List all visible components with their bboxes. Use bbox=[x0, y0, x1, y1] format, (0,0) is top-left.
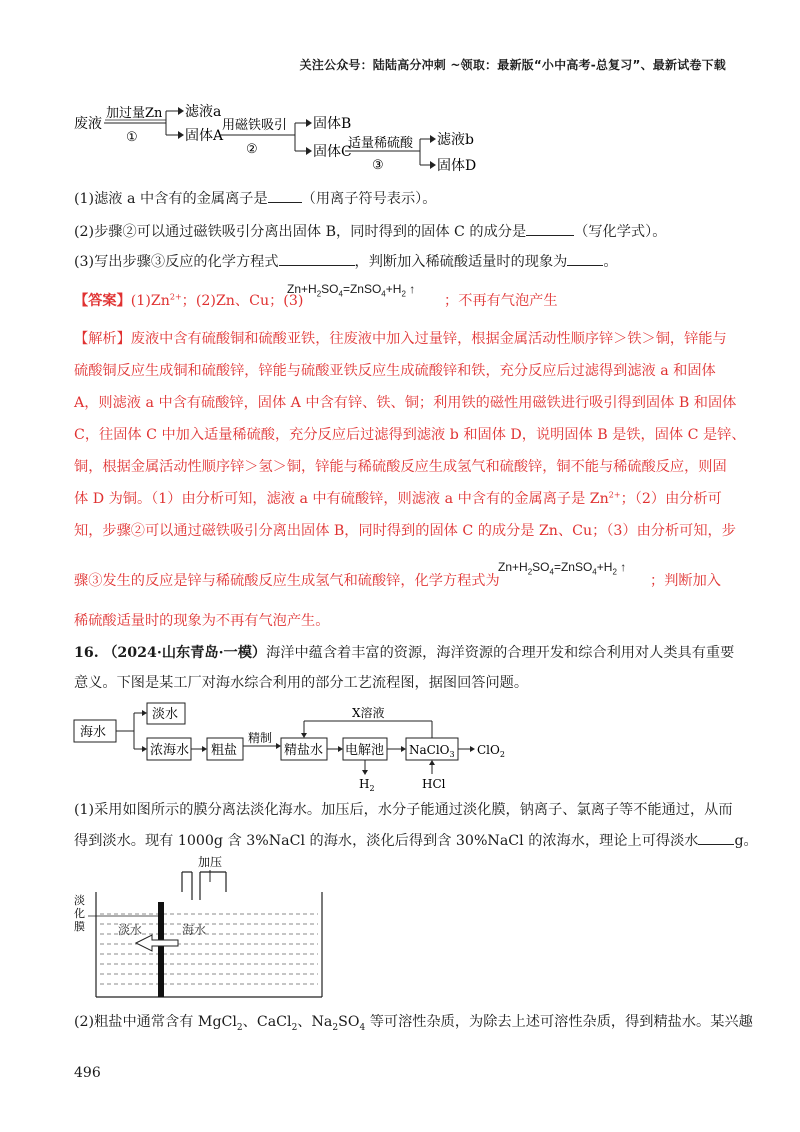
analysis-line: 【解析】废液中含有硫酸铜和硫酸亚铁，往废液中加入过量锌，根据金属活动性顺序锌＞铁＞铜，锌能与 bbox=[74, 331, 727, 347]
flow2-clo2: ClO$_2$ bbox=[477, 743, 505, 759]
part-2-line1: (2)粗盐中通常含有 MgCl$_2$、CaCl$_2$、$Na_2SO_4$ 等可溶性杂质，为除去上述可溶性杂质，得到精盐水。某兴趣 bbox=[74, 1014, 753, 1033]
flow2-h2: $H_2$ bbox=[359, 777, 375, 793]
flow2-fresh: 淡水 bbox=[152, 707, 179, 722]
question-16-cont: 意义。下图是某工厂对海水综合利用的部分工艺流程图，据图回答问题。 bbox=[74, 675, 529, 691]
flow2-x-solution: X溶液 bbox=[352, 706, 385, 720]
question-16: 16. （2024·山东青岛·一模）海洋中蕴含着丰富的资源，海洋资源的合理开发和综合利用对人类具有重要 bbox=[74, 645, 735, 661]
fresh-water-label: 淡水 bbox=[118, 923, 143, 937]
seawater-label: 海水 bbox=[182, 923, 207, 937]
flow1-solid-b: 固体B bbox=[313, 116, 352, 132]
flow1-solid-a: 固体A bbox=[185, 128, 224, 144]
analysis-line: 铜，根据金属活动性顺序锌＞氢＞铜，锌能与稀硫酸反应生成氢气和硫酸锌，铜不能与稀硫酸反应，则固 bbox=[74, 459, 727, 475]
flow-diagram-2 bbox=[72, 700, 532, 792]
analysis-line: 知，步骤②可以通过磁铁吸引分离出固体 B，同时得到的固体 C 的成分是 Zn、Cu；（3）由分析可知，步 bbox=[74, 523, 736, 539]
answer-blank[interactable] bbox=[526, 221, 574, 236]
flow1-step3-reagent: 适量稀硫酸 bbox=[348, 136, 414, 151]
flow1-step1-reagent: 加过量Zn bbox=[106, 106, 163, 121]
membrane-bar bbox=[158, 902, 164, 997]
flow1-step2-reagent: 用磁铁吸引 bbox=[222, 118, 288, 133]
flow2-naclo3: NaClO$_3$ bbox=[409, 743, 455, 759]
analysis-line: 硫酸铜反应生成铜和硫酸锌，锌能与硫酸亚铁反应生成硫酸锌和铁，充分反应后过滤得到滤液 a 和固体 bbox=[74, 363, 716, 379]
pressure-label: 加压 bbox=[198, 855, 223, 869]
page-number: 496 bbox=[74, 1065, 101, 1081]
flow2-seawater: 海水 bbox=[80, 725, 107, 740]
flow1-solid-d: 固体D bbox=[437, 158, 477, 174]
analysis-line: C，往固体 C 中加入适量稀硫酸，充分反应后过滤得到滤液 b 和固体 D，说明固体 B 是铁，固体 C 是锌、 bbox=[74, 427, 746, 443]
answer-blank[interactable] bbox=[567, 251, 603, 266]
analysis-line: 稀硫酸适量时的现象为不再有气泡产生。 bbox=[74, 613, 330, 629]
analysis-line: ；判断加入 bbox=[650, 573, 721, 589]
flow1-filtrate-a: 滤液a bbox=[185, 104, 222, 120]
flow1-start: 废液 bbox=[74, 116, 102, 132]
flow2-pure: 精盐水 bbox=[284, 743, 324, 758]
flow1-step3-num: ③ bbox=[372, 158, 384, 173]
analysis-line: A，则滤液 a 中含有硫酸锌，固体 A 中含有锌、铁、铜；利用铁的磁性用磁铁进行吸引得到固体 B 和固体 bbox=[74, 395, 737, 411]
answer-blank[interactable] bbox=[279, 251, 355, 266]
flow2-brine: 浓海水 bbox=[150, 743, 190, 758]
flow1-filtrate-b: 滤液b bbox=[437, 132, 474, 148]
flow1-solid-c: 固体C bbox=[313, 144, 352, 160]
flow2-crude: 粗盐 bbox=[211, 743, 238, 758]
flow2-refine: 精制 bbox=[248, 731, 273, 745]
question-2: (2)步骤②可以通过磁铁吸引分离出固体 B，同时得到的固体 C 的成分是 （写化学式）。 bbox=[74, 221, 666, 242]
flow-diagram-1 bbox=[70, 95, 500, 180]
flow2-hcl: HCl bbox=[422, 777, 446, 791]
answer-line: 【答案】$(1)Zn^{2+}$；(2)Zn、Cu；(3) bbox=[74, 292, 304, 309]
flow2-cell: 电解池 bbox=[345, 743, 385, 758]
membrane-label: 淡化膜 bbox=[74, 894, 85, 933]
question-1: (1)滤液 a 中含有的金属离子是 （用离子符号表示）。 bbox=[74, 188, 436, 209]
flow1-step1-num: ① bbox=[126, 130, 138, 145]
analysis-line: 体 D 为铜。（1）由分析可知，滤液 a 中有硫酸锌，则滤液 a 中含有的金属离子是 $Zn^{2+}$；（2）由分析可 bbox=[74, 490, 722, 507]
part-1-line2: 得到淡水。现有 1000g 含 3%NaCl 的海水，淡化后得到含 30%NaCl 的浓海水，理论上可得淡水 g。 bbox=[74, 830, 758, 851]
page-header: 关注公众号：陆陆高分冲刺 ~领取：最新版“小中高考-总复习”、最新试卷下载 bbox=[299, 58, 726, 72]
question-3: (3)写出步骤③反应的化学方程式 ，判断加入稀硫酸适量时的现象为 。 bbox=[74, 251, 618, 272]
answer-tail: ；不再有气泡产生 bbox=[444, 293, 558, 309]
part-1-line1: (1)采用如图所示的膜分离法淡化海水。加压后，水分子能通过淡化膜，钠离子、氯离子等不能通过，从而 bbox=[74, 802, 733, 818]
answer-blank[interactable] bbox=[698, 830, 734, 845]
answer-blank[interactable] bbox=[268, 188, 302, 203]
analysis-line: 骤③发生的反应是锌与稀硫酸反应生成氢气和硫酸锌，化学方程式为 bbox=[74, 573, 500, 589]
equation-1: $Zn+H_2SO_4=ZnSO_4+H_2$ ↑ bbox=[287, 282, 416, 299]
equation-2: $Zn+H_2SO_4=ZnSO_4+H_2$ ↑ bbox=[498, 560, 627, 577]
flow1-step2-num: ② bbox=[246, 142, 258, 157]
membrane-diagram bbox=[74, 852, 334, 1000]
